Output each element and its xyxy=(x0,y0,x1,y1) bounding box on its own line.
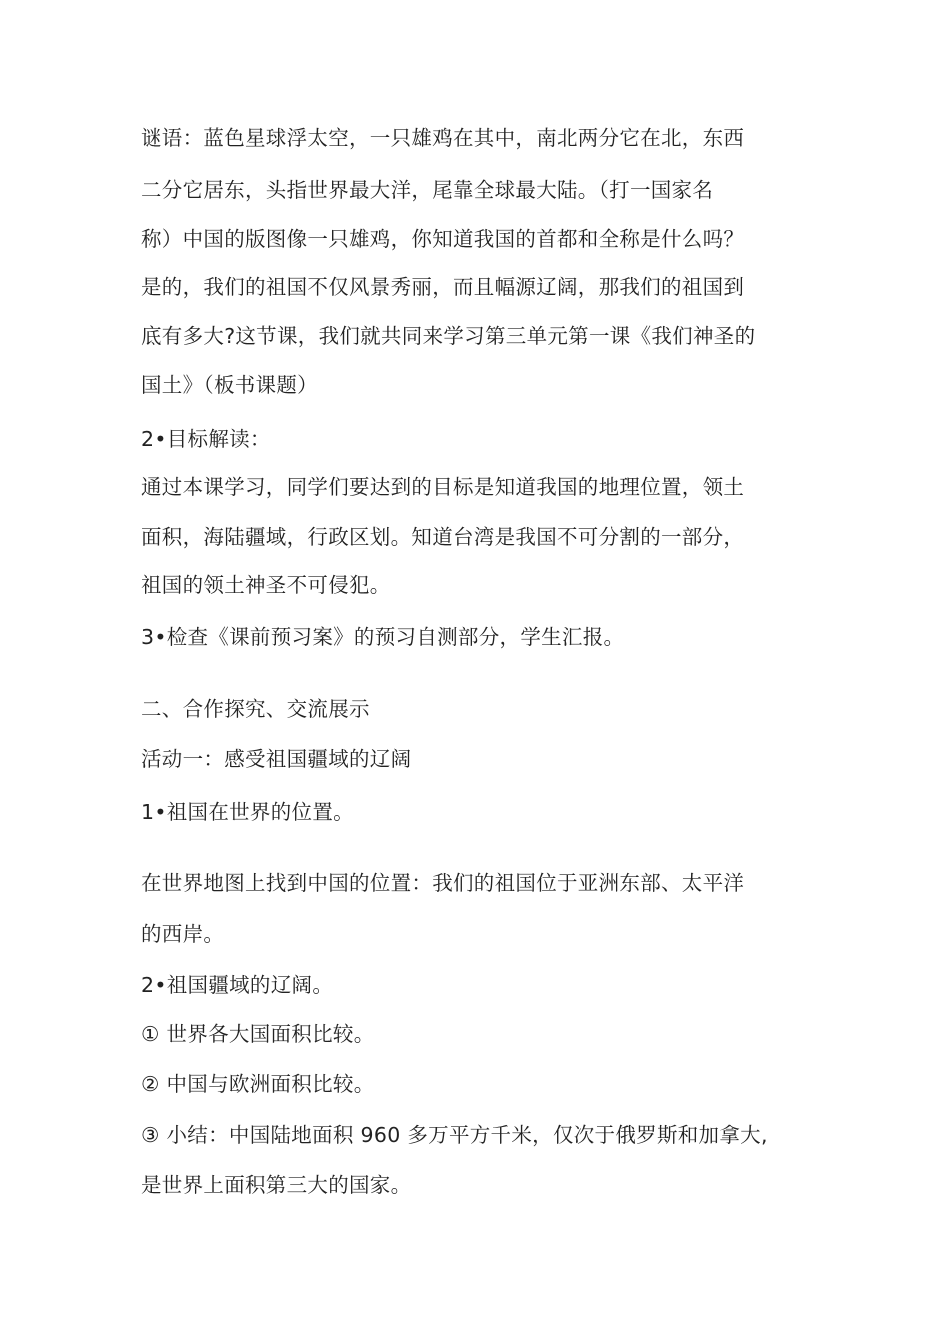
goal-line-3: 祖国的领土神圣不可侵犯。 xyxy=(141,573,391,597)
section-heading: 二、合作探究、交流展示 xyxy=(141,697,370,721)
goal-heading: 2•目标解读： xyxy=(141,427,271,451)
point-2: ② 中国与欧洲面积比较。 xyxy=(141,1072,375,1096)
goal-line-2: 面积，海陆疆域，行政区划。知道台湾是我国不可分割的一部分， xyxy=(141,525,745,549)
riddle-line-3: 称）中国的版图像一只雄鸡，你知道我国的首都和全称是什么吗？ xyxy=(141,227,745,251)
point-3-continued: 是世界上面积第三大的国家。 xyxy=(141,1173,412,1197)
location-line-1: 在世界地图上找到中国的位置：我们的祖国位于亚洲东部、太平洋 xyxy=(141,871,745,895)
riddle-line-2: 二分它居东，头指世界最大洋，尾靠全球最大陆。（打一国家名 xyxy=(141,178,714,202)
activity-heading: 活动一：感受祖国疆域的辽阔 xyxy=(141,747,412,771)
intro-line-2: 底有多大?这节课，我们就共同来学习第三单元第一课《我们神圣的 xyxy=(141,324,756,348)
item-2-heading: 2•祖国疆域的辽阔。 xyxy=(141,973,334,997)
intro-line-3: 国土》（板书课题） xyxy=(141,373,318,397)
intro-line-1: 是的，我们的祖国不仅风景秀丽，而且幅源辽阔，那我们的祖国到 xyxy=(141,275,745,299)
check-line: 3•检查《课前预习案》的预习自测部分，学生汇报。 xyxy=(141,625,625,649)
riddle-line-1: 谜语：蓝色星球浮太空，一只雄鸡在其中，南北两分它在北，东西 xyxy=(141,126,745,150)
point-3: ③ 小结：中国陆地面积 960 多万平方千米，仅次于俄罗斯和加拿大, xyxy=(141,1123,768,1147)
point-1: ① 世界各大国面积比较。 xyxy=(141,1022,375,1046)
item-1-heading: 1•祖国在世界的位置。 xyxy=(141,800,354,824)
location-line-2: 的西岸。 xyxy=(141,922,225,946)
goal-line-1: 通过本课学习，同学们要达到的目标是知道我国的地理位置，领土 xyxy=(141,475,745,499)
